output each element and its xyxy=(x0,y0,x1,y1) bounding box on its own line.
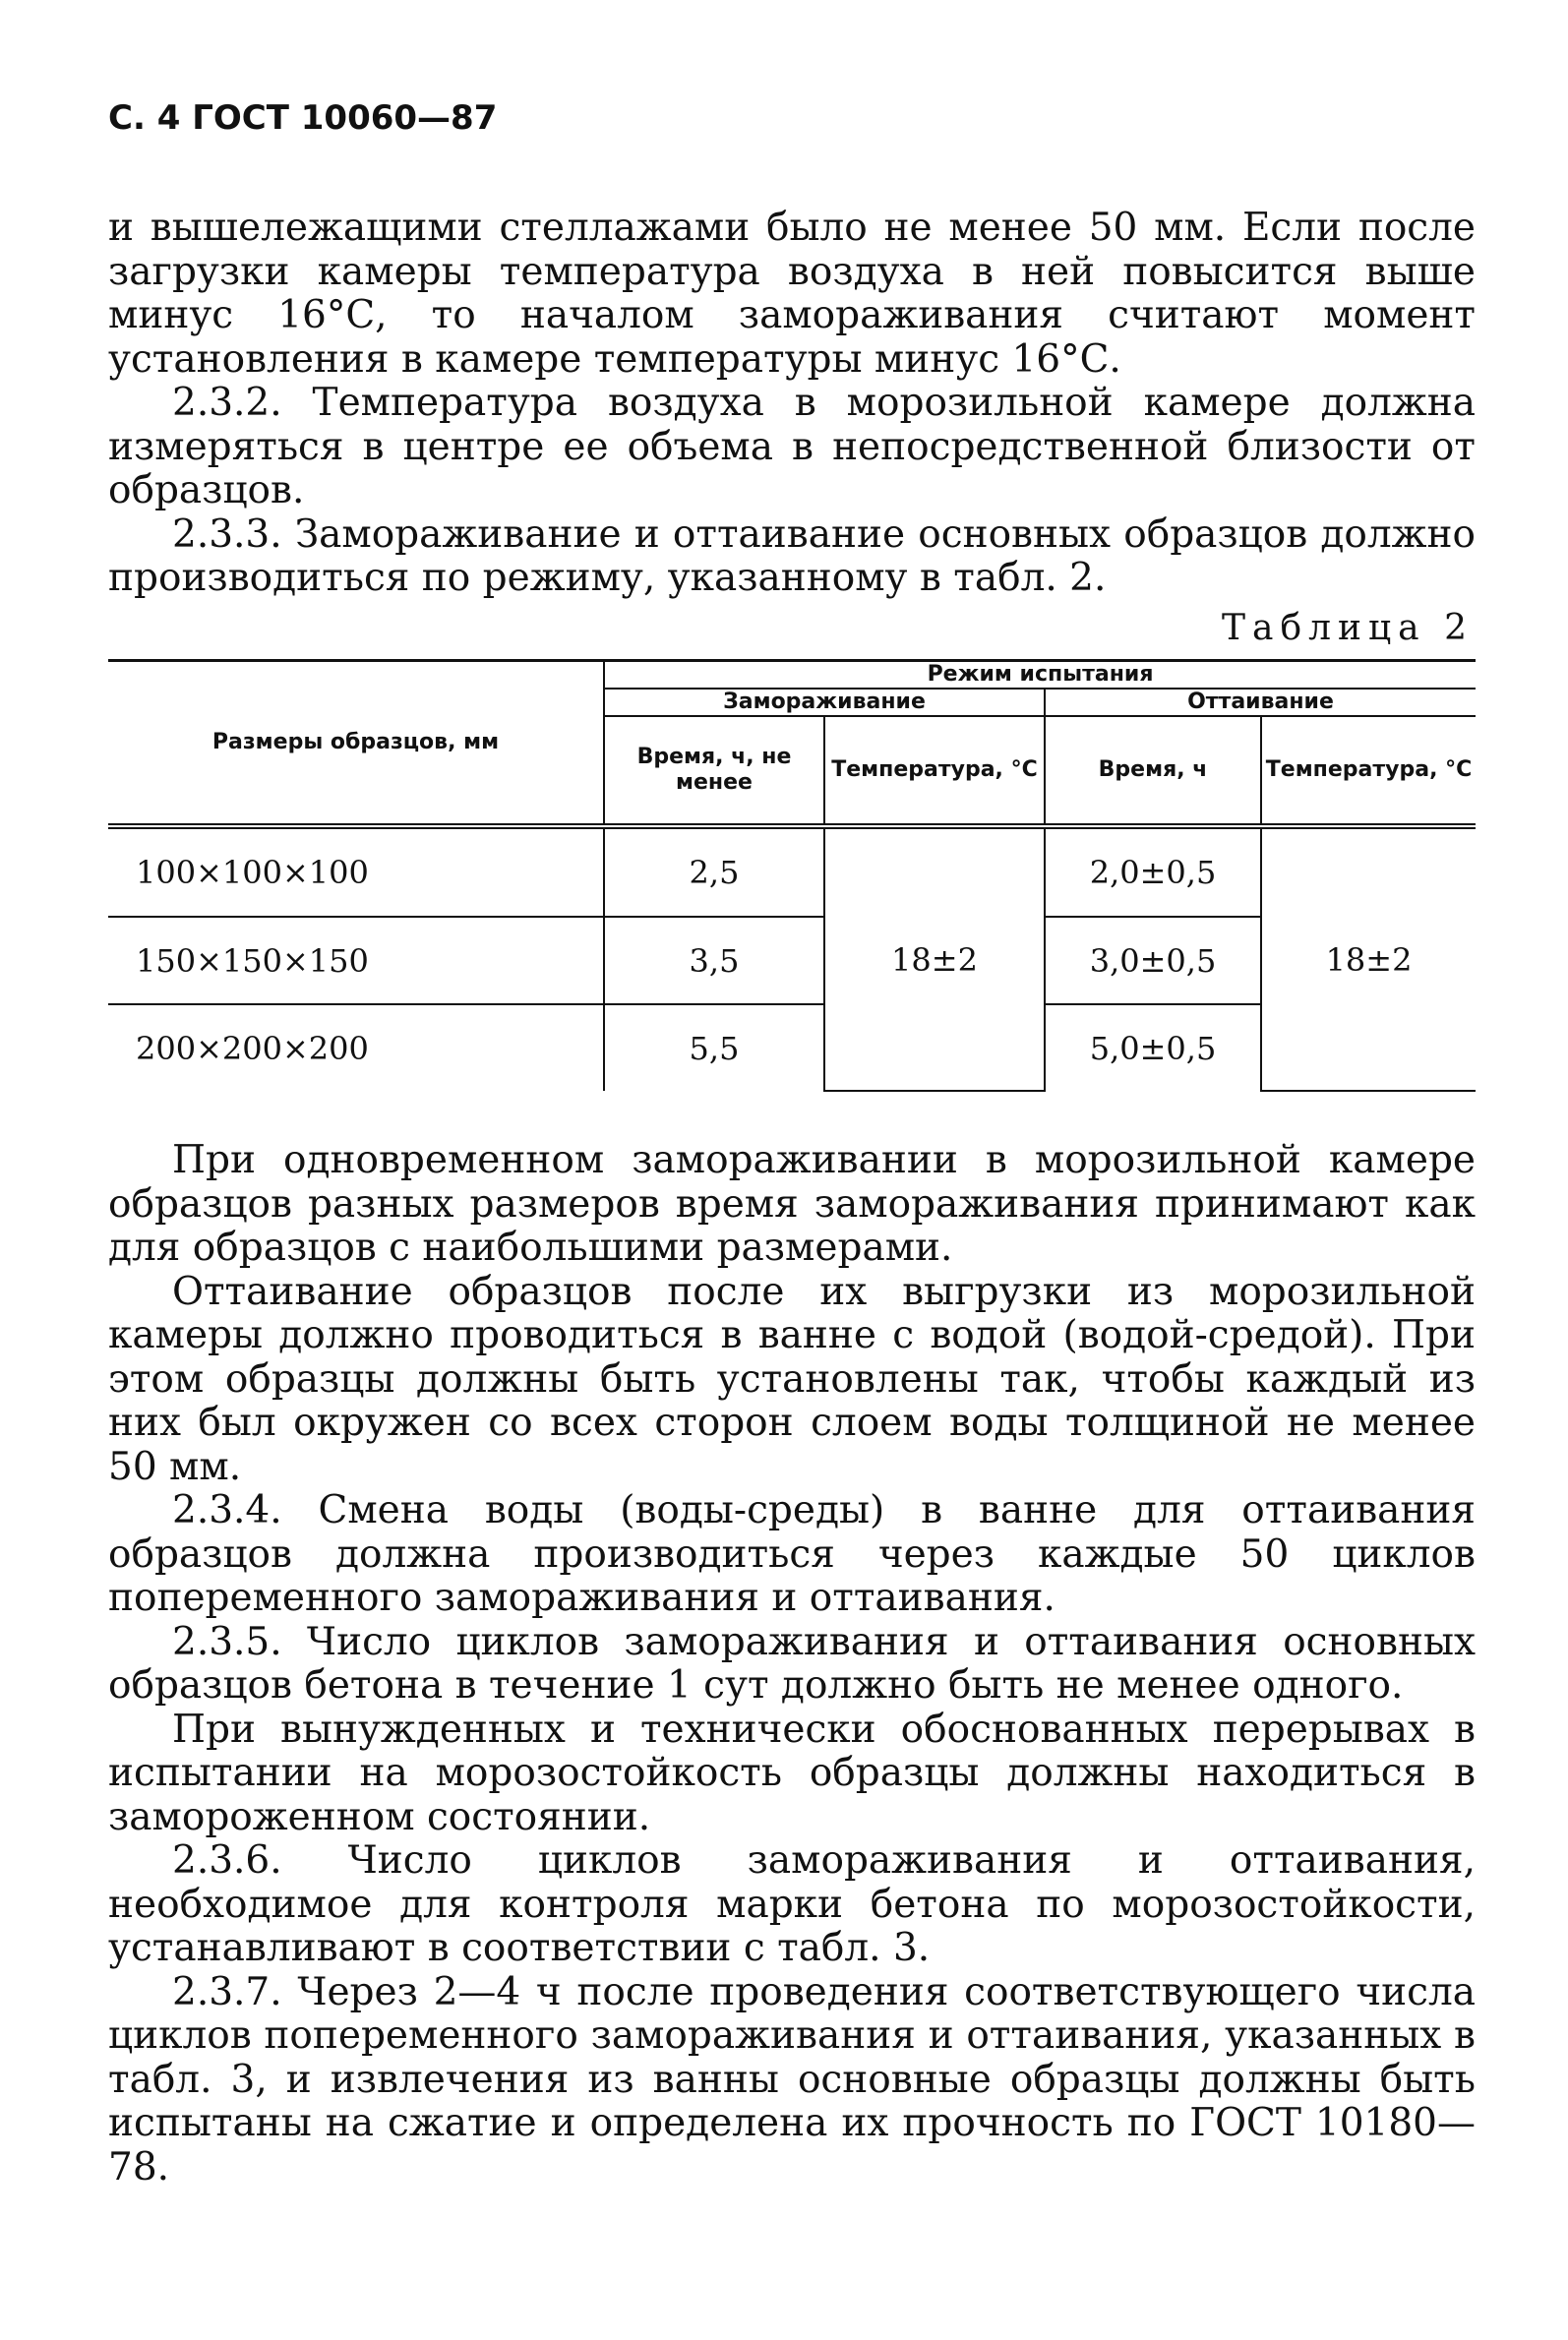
cell-thaw-temp: 18±2 xyxy=(1261,826,1476,1091)
paragraph: Оттаивание образцов после их выгрузки из морозильной камеры должно проводиться в ванне с водой (водой-средой). При этом образцы должны быть установлены так, чтобы каждый из них был окружен со всех сторон слоем воды толщиной не менее 50 мм. xyxy=(108,1269,1476,1489)
header-thaw-temp: Температура, °С xyxy=(1261,716,1476,826)
header-sizes: Размеры образцов, мм xyxy=(108,661,604,827)
cell-freeze-time: 3,5 xyxy=(604,917,824,1004)
paragraph: При одновременном замораживании в морозильной камере образцов разных размеров время замораживания принимают как для образцов с наибольшими размерами. xyxy=(108,1138,1476,1270)
cell-size: 150×150×150 xyxy=(108,917,604,1004)
header-thaw-time: Время, ч xyxy=(1045,716,1261,826)
paragraph: 2.3.4. Смена воды (воды-среды) в ванне для оттаивания образцов должна производиться через каждые 50 циклов попеременного замораживания и оттаивания. xyxy=(108,1488,1476,1620)
paragraph: 2.3.5. Число циклов замораживания и оттаивания основных образцов бетона в течение 1 сут должно быть не менее одного. xyxy=(108,1619,1476,1708)
cell-freeze-time: 5,5 xyxy=(604,1004,824,1091)
header-test-mode: Режим испытания xyxy=(604,661,1476,690)
paragraph: 2.3.7. Через 2—4 ч после проведения соответствующего числа циклов попеременного замораживания и оттаивания, указанных в табл. 3, и извлечения из ванны основные образцы должны быть испытаны на сжатие и определена их прочность по ГОСТ 10180—78. xyxy=(108,1969,1476,2190)
paragraph: При вынужденных и технически обоснованных перерывах в испытании на морозостойкость образцы должны находиться в замороженном состоянии. xyxy=(108,1707,1476,1839)
cell-size: 200×200×200 xyxy=(108,1004,604,1091)
paragraph: и вышележащими стеллажами было не менее 50 мм. Если после загрузки камеры температура воздуха в ней повысится выше минус 16°С, то началом замораживания считают момент установления в камере температуры минус 16°С. xyxy=(108,206,1476,382)
cell-thaw-time: 3,0±0,5 xyxy=(1045,917,1261,1004)
paragraph: 2.3.2. Температура воздуха в морозильной камере должна измеряться в центре ее объема в непосредственной близости от образцов. xyxy=(108,381,1476,512)
header-freeze-time: Время, ч, не менее xyxy=(604,716,824,826)
page-header: С. 4 ГОСТ 10060—87 xyxy=(108,98,498,138)
table-row xyxy=(108,826,1476,917)
paragraph: 2.3.6. Число циклов замораживания и оттаивания, необходимое для контроля марки бетона по морозостойкости, устанавливают в соответствии с табл. 3. xyxy=(108,1838,1476,1970)
paragraph: 2.3.3. Замораживание и оттаивание основных образцов должно производиться по режиму, указанному в табл. 2. xyxy=(108,511,1476,600)
test-mode-table xyxy=(108,659,1476,1092)
text-block-bottom xyxy=(108,1139,1476,2190)
cell-freeze-time: 2,5 xyxy=(604,826,824,917)
header-thawing: Оттаивание xyxy=(1045,689,1476,716)
cell-size: 100×100×100 xyxy=(108,826,604,917)
text-block-top xyxy=(108,207,1476,601)
table-caption: Таблица 2 xyxy=(1222,608,1474,648)
cell-thaw-time: 2,0±0,5 xyxy=(1045,826,1261,917)
cell-freeze-temp: 18±2 xyxy=(824,826,1045,1091)
header-freezing: Замораживание xyxy=(604,689,1045,716)
cell-thaw-time: 5,0±0,5 xyxy=(1045,1004,1261,1091)
header-freeze-temp: Температура, °С xyxy=(824,716,1045,826)
